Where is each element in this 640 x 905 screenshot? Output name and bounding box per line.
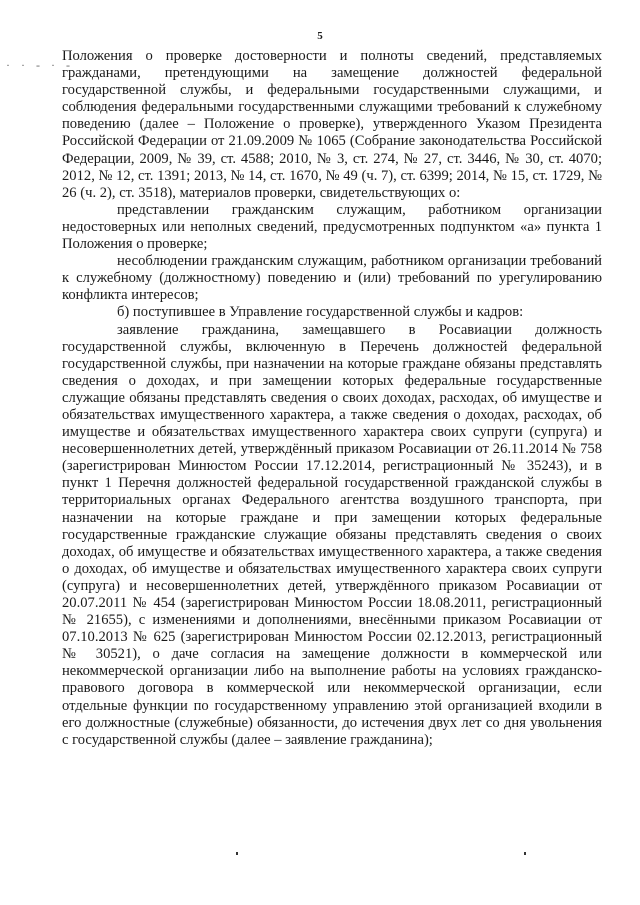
- paragraph-3: несоблюдении гражданским служащим, работником организации требований к служебному (должностному) поведению и (или) требований по урегулированию конфликта интересов;: [62, 253, 602, 304]
- paragraph-2: представлении гражданским служащим, работником организации недостоверных или неполных сведений, предусмотренных подпунктом «а» пункта 1 Положения о проверке;: [62, 201, 602, 253]
- scan-speck: [524, 852, 526, 855]
- body-text: [62, 48, 602, 749]
- scan-speck: [236, 852, 238, 855]
- page-number: 5: [317, 30, 323, 42]
- paragraph-5: заявление гражданина, замещавшего в Росавиации должность государственной службы, включенную в Перечень должностей федеральной государственной службы, при назначении на которые граждане обязаны представлять сведения о доходах, и при замещении которых федеральные государственные служащие обязаны представлять сведения о своих доходах, расходах, об имуществе и обязательствах имущественного характера, а также сведения о доходах, расходах, об имуществе и обязательствах имущественного характера своих супруги (супруга) и несовершеннолетних детей, утверждённый приказом Росавиации от 26.11.2014 № 758 (зарегистрирован Минюстом России 17.12.2014, регистрационный № 35243), и в пункт 1 Перечня должностей федеральной государственной гражданской службы в территориальных органах Федерального агентства воздушного транспорта, при назначении на которые граждане и при замещении которых федеральные государственные гражданские служащие обязаны представлять сведения о своих доходах, об имуществе и обязательствах имущественного характера, а также сведения о доходах, об имуществе и обязательствах имущественного характера своих супруги (супруга) и несовершеннолетних детей, утверждённого приказом Росавиации от 20.07.2011 № 454 (зарегистрирован Минюстом России 18.08.2011, регистрационный № 21655), с изменениями и дополнениями, внесёнными приказом Росавиации от 07.10.2013 № 625 (зарегистрирован Минюстом России 02.12.2013, регистрационный № 30521), о даче согласия на замещение должности в коммерческой или некоммерческой организации либо на выполнение работы на условиях гражданско-правового договора в коммерческой или некоммерческой организации, если отдельные функции по государственному управлению этой организацией входили в его должностные (служебные) обязанности, до истечения двух лет со дня увольнения с государственной службы (далее – заявление гражданина);: [62, 321, 602, 748]
- scan-edge-marks: · · - · -: [6, 58, 74, 72]
- paragraph-1: Положения о проверке достоверности и полноты сведений, представляемых гражданами, претендующими на замещение должностей федеральной государственной службы, и федеральными государственными служащими, и соблюдения федеральными государственными служащими требований к служебному поведению (далее – Положение о проверке), утвержденного Указом Президента Российской Федерации от 21.09.2009 № 1065 (Собрание законодательства Российской Федерации, 2009, № 39, ст. 4588; 2010, № 3, ст. 274, № 27, ст. 3446, № 30, ст. 4070; 2012, № 12, ст. 1391; 2013, № 14, ст. 1670, № 49 (ч. 7), ст. 6399; 2014, № 15, ст. 1729, № 26 (ч. 2), ст. 3518), материалов проверки, свидетельствующих о:: [62, 48, 602, 201]
- paragraph-4: б) поступившее в Управление государственной службы и кадров:: [117, 304, 524, 321]
